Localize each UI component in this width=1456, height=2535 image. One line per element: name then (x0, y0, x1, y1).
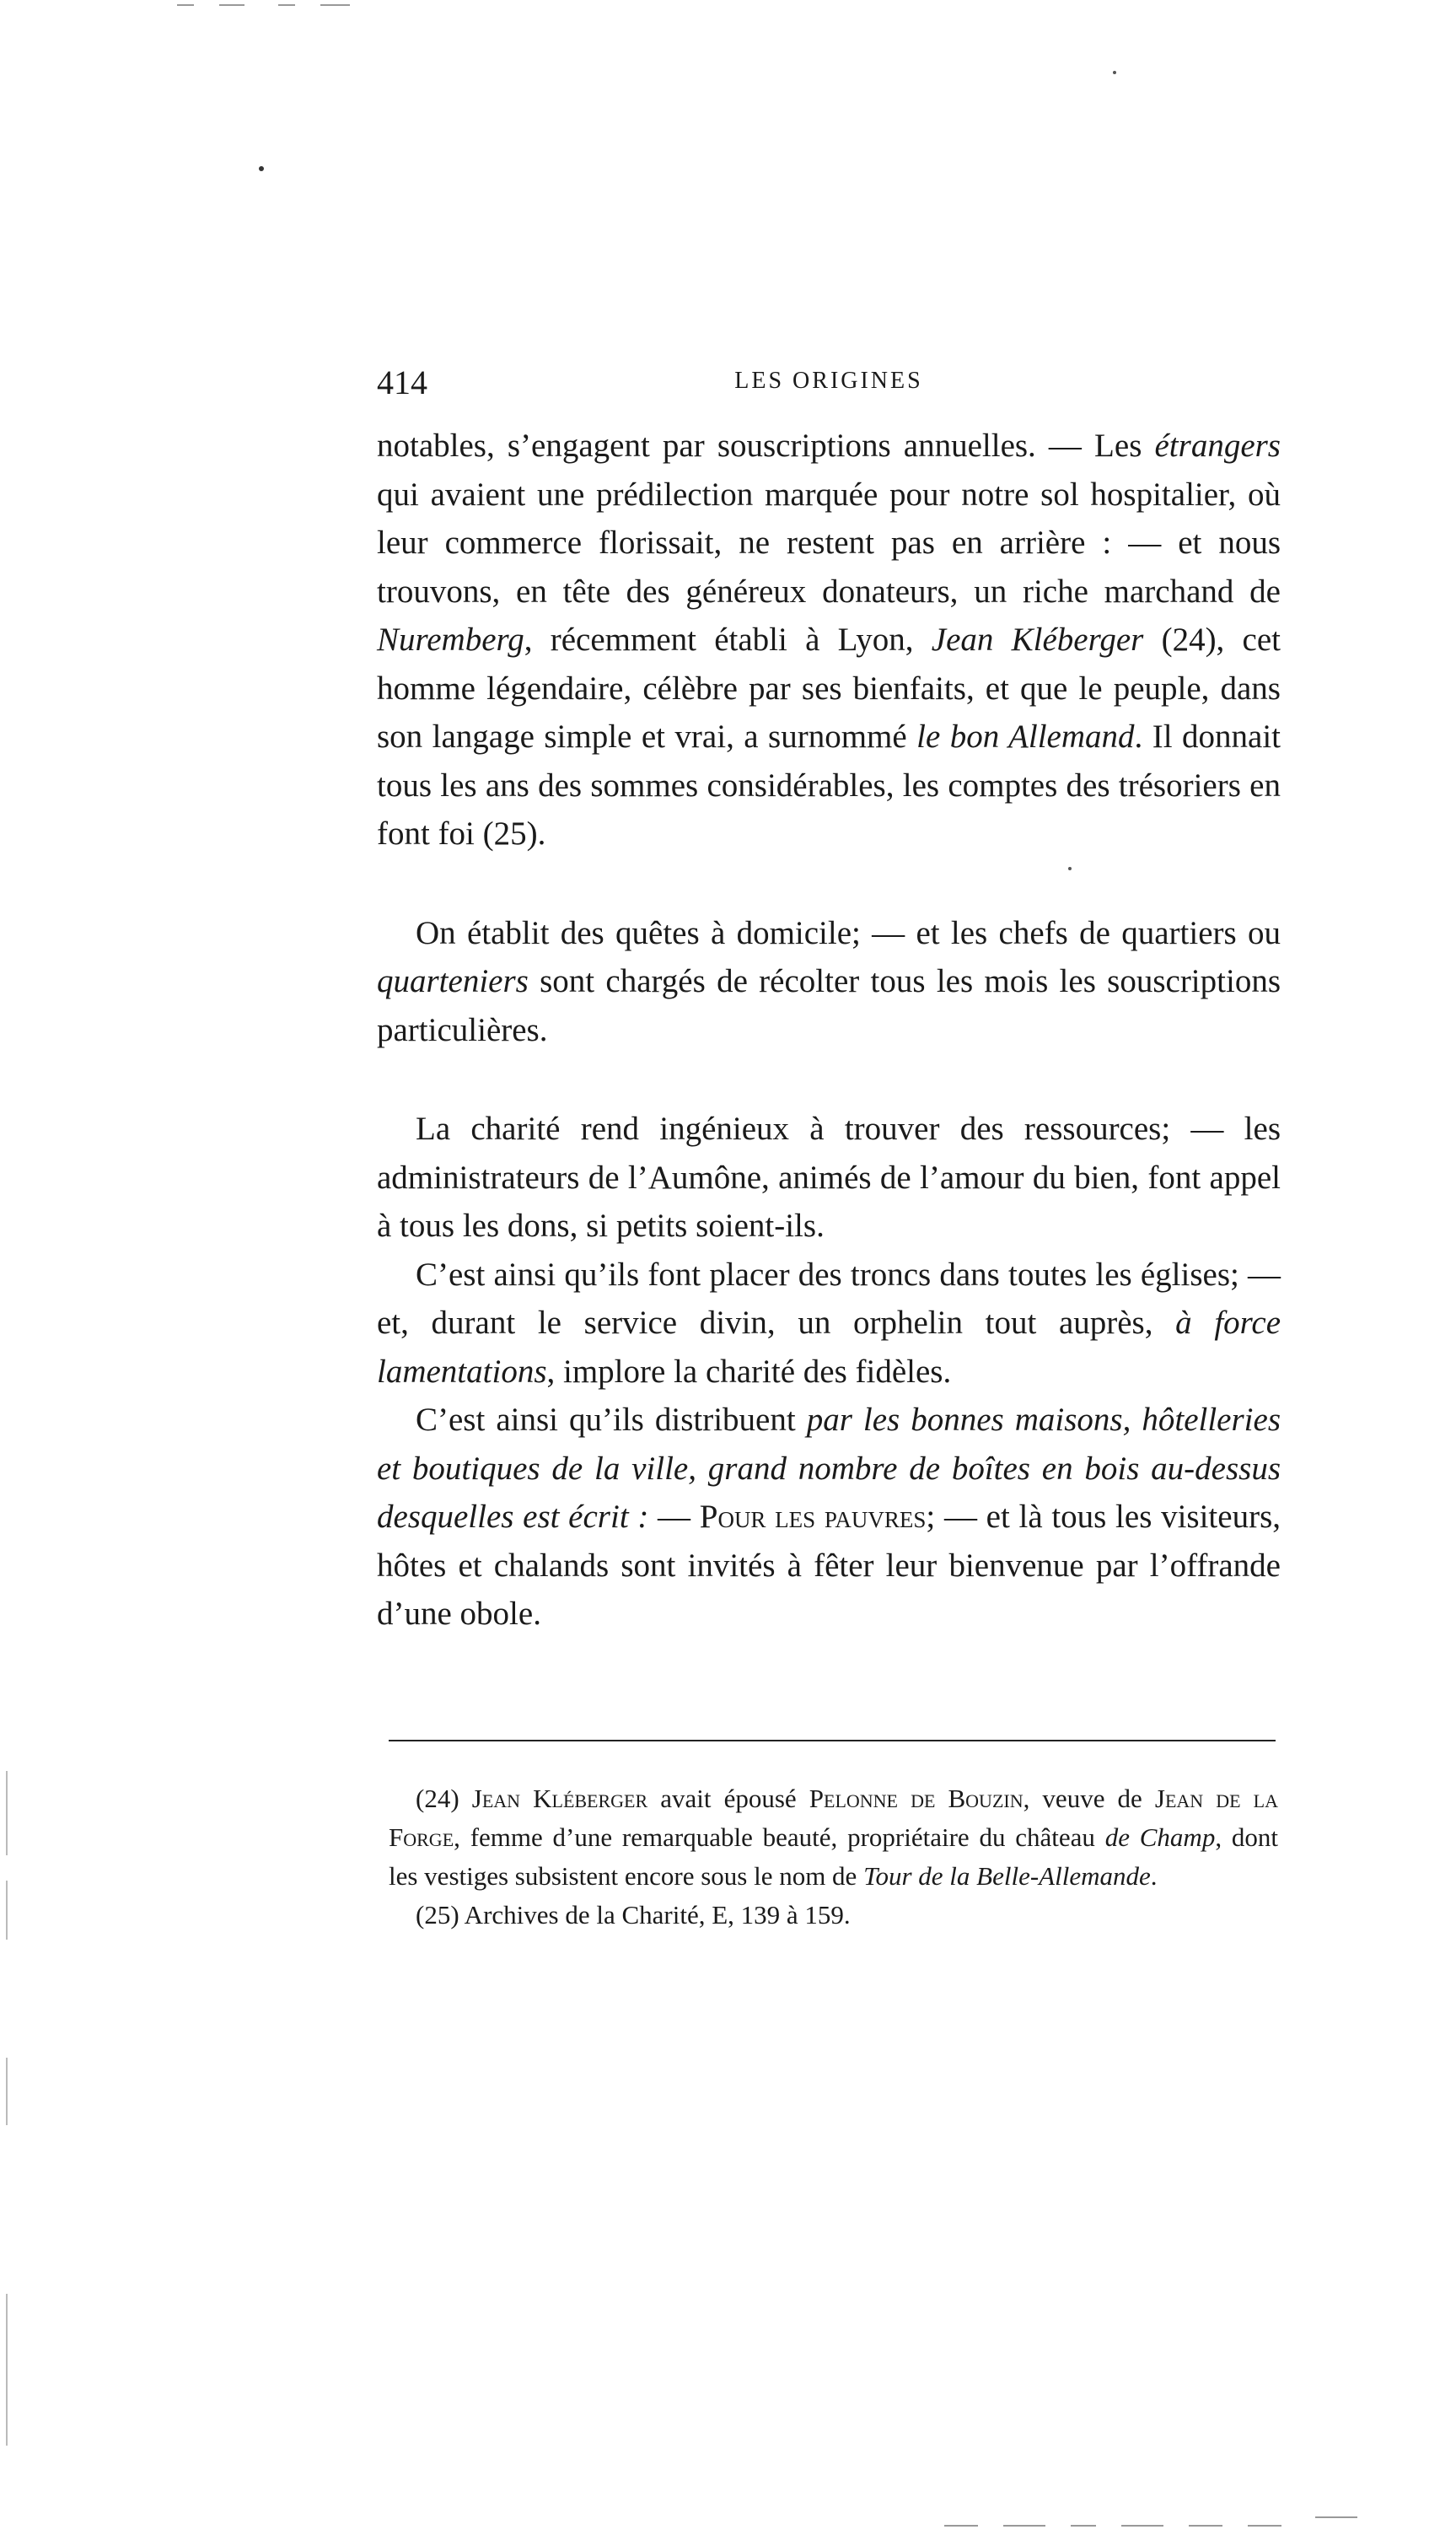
page-header (377, 363, 1281, 405)
paragraph-5: C’est ainsi qu’ils distribuent par les bonnes maisons, hôtelleries et boutiques de la ville, grand nombre de boîtes en bois au-dessus desquelles est écrit : — Pour les pauvres; — et là tous les visiteurs, hôtes et chalands sont invités à fêter leur bienvenue par l’offrande d’une obole. (377, 1402, 1281, 1632)
paragraph-4: C’est ainsi qu’ils font placer des troncs dans toutes les églises; — et, durant le service divin, un orphelin tout auprès, à force lamentations, implore la charité des fidèles. (377, 1256, 1281, 1390)
small-caps: Jean Kléberger (471, 1784, 648, 1813)
paragraph-2: On établit des quêtes à domicile; — et les chefs de quartiers ou quarteniers sont chargés de récolter tous les mois les souscriptions particulières. (377, 914, 1281, 1048)
small-caps: Pour les pauvres (699, 1499, 927, 1535)
paragraph-gap (377, 858, 1281, 909)
footnote-separator (389, 1740, 1276, 1741)
footnotes (389, 1779, 1278, 1935)
emphasis: Jean Kléberger (931, 622, 1144, 658)
emphasis: de Champ (1104, 1822, 1216, 1852)
emphasis: quarteniers (377, 963, 529, 999)
footnote-25: (25) Archives de la Charité, E, 139 à 159. (416, 1900, 851, 1930)
small-caps: Pelonne de Bouzin (809, 1784, 1023, 1813)
emphasis: Nuremberg (377, 622, 524, 658)
emphasis: par les bonnes maisons, hôtelleries et boutiques de la ville, grand nombre de boîtes en bois au-dessus desquelles est écrit : (377, 1402, 1281, 1535)
small-caps: Jean de la Forge (389, 1784, 1278, 1852)
paragraph-gap (377, 1054, 1281, 1105)
emphasis: à force lamentations (377, 1305, 1281, 1390)
emphasis: le bon Allemand (916, 719, 1135, 755)
running-title: LES ORIGINES (734, 368, 923, 394)
body-text (377, 422, 1281, 1639)
scan-speck (1113, 71, 1116, 74)
emphasis: étrangers (1154, 428, 1281, 464)
scan-speck (259, 166, 264, 171)
page-number: 414 (377, 363, 427, 401)
emphasis: Tour de la Belle-Allemande (863, 1861, 1151, 1891)
paragraph-3: La charité rend ingénieux à trouver des ressources; — les administrateurs de l’Aumône, animés de l’amour du bien, font appel à tous les dons, si petits soient-ils. (377, 1111, 1281, 1244)
paragraph-1: notables, s’engagent par souscriptions annuelles. — Les étrangers qui avaient une prédilection marquée pour notre sol hospitalier, où leur commerce florissait, ne restent pas en arrière : — et nous trouvons, en tête des généreux donateurs, un riche marchand de Nuremberg, récemment établi à Lyon, Jean Kléberger (24), cet homme légendaire, célèbre par ses bienfaits, et que le peuple, dans son langage simple et vrai, a surnommé le bon Allemand. Il donnait tous les ans des sommes considérables, les comptes des trésoriers en font foi (25). (377, 428, 1281, 852)
footnote-24: (24) Jean Kléberger avait épousé Pelonne de Bouzin, veuve de Jean de la Forge, femme d’une remarquable beauté, propriétaire du château de Champ, dont les vestiges subsistent encore sous le nom de Tour de la Belle-Allemande. (389, 1784, 1278, 1891)
